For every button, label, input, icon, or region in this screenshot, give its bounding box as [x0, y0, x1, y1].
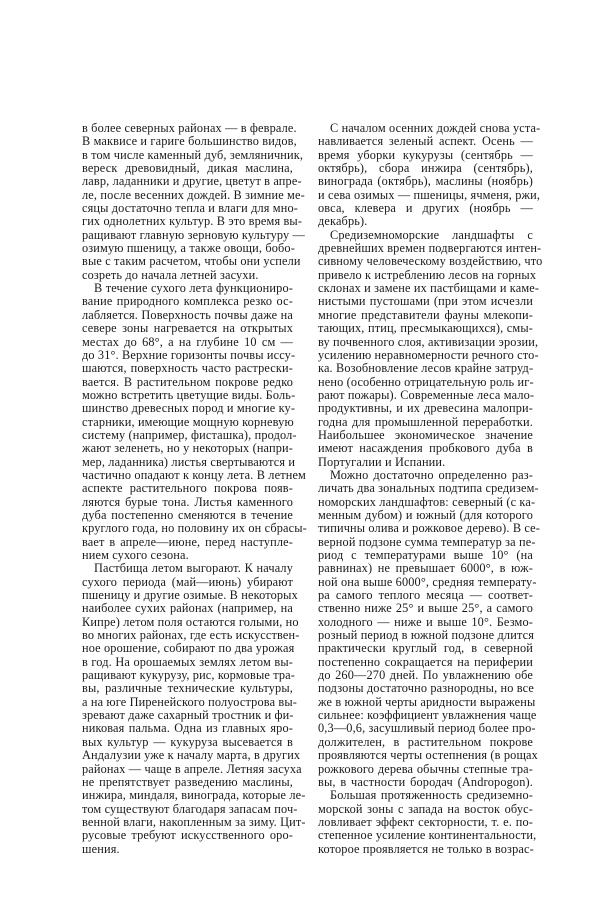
text-line: ственно ниже 25° и выше 25°, а самого [318, 601, 533, 616]
text-line: том существуют благодаря запасам поч- [82, 801, 298, 816]
text-line: ву почвенного слоя, активизации эрозии, [318, 334, 539, 349]
text-line: равнинах) не превышает 6000°, в юж- [318, 561, 533, 576]
text-line: до 31°. Верхние горизонты почвы иссу- [82, 347, 296, 362]
text-line: Португалии и Испании. [318, 454, 446, 469]
text-line: нистыми пустошами (при этом исчезли [318, 294, 533, 309]
paragraph [82, 561, 306, 856]
text-line: зревают даже сахарный тростник и фи- [82, 708, 294, 723]
text-line: шинство древесных пород и многие ку- [82, 401, 296, 416]
paragraph [82, 121, 305, 282]
text-line: ле, после весенних дождей. В зимние ме- [82, 187, 305, 202]
text-line: усилению неравномерности речного сто- [318, 347, 539, 362]
text-line: Большая протяженность средиземно- [330, 788, 533, 803]
text-line: риод с температурами выше 10° (на [318, 548, 533, 562]
text-line: ра самого теплого месяца — соответ- [318, 588, 533, 603]
text-line: венной влаги, накопленным за зиму. Цит- [82, 814, 306, 829]
text-line: проявляются черты остепнения (в рощах [318, 748, 538, 763]
text-line: пшеницу и другие озимые. В некоторых [82, 588, 298, 603]
text-line: нено (особенно отрицательную роль иг- [318, 374, 534, 389]
paragraph [318, 467, 541, 789]
text-line: Андалузии уже к началу марта, в других [82, 748, 301, 763]
text-line: сухого периода (май—июнь) убирают [82, 574, 293, 589]
text-line: гих однолетних культур. В это время вы- [82, 214, 303, 229]
text-line: нием сухого сезона. [82, 548, 189, 562]
text-line: Наибольшее экономическое значение [318, 427, 533, 442]
paragraph [318, 121, 541, 229]
left-text-column [82, 121, 307, 856]
text-line: В течение сухого лета функциониро- [94, 281, 293, 296]
text-line: вые с таким расчетом, чтобы они успели [82, 254, 301, 269]
text-line: никовая пальма. Одна из главных яро- [82, 721, 293, 736]
text-line: сивному человеческому воздействию, что [318, 254, 543, 269]
text-line: русовые требуют искусственного оро- [82, 828, 293, 843]
text-line: сяцы достаточно тепла и влаги для мно- [82, 201, 298, 216]
text-line: в год. На орошаемых землях летом вы- [82, 654, 293, 669]
text-line: не препятствует разведению маслины, [82, 774, 293, 789]
text-line: ка. Возобновление лесов крайне затруд- [318, 361, 534, 376]
text-line: вает в апреле—июне, перед наступле- [82, 534, 293, 549]
text-line: в том числе каменный дуб, земляничник, [82, 147, 304, 162]
text-line: личать два зональных подтипа средизем- [318, 481, 539, 496]
text-line: винограда (октябрь), маслины (ноябрь) [318, 174, 533, 189]
text-line: рожкового дерева обычны степные тра- [318, 761, 533, 776]
text-line: практически круглый год, в северной [318, 641, 533, 656]
text-line: вы, различные технические культуры, [82, 681, 293, 696]
text-line: круглого года, но половину их он сбрасы- [82, 521, 307, 536]
text-line: должителен, в растительном покрове [318, 734, 533, 749]
text-line: Можно достаточно определенно раз- [330, 467, 533, 482]
right-text-column [318, 121, 543, 856]
text-line: ной она выше 6000°, средняя температу- [318, 574, 537, 589]
text-line: Средиземноморские ландшафты с [330, 227, 533, 242]
text-line: степенное усиление континентальности, [318, 828, 537, 843]
paragraph [318, 227, 543, 469]
text-line: верной подзоне сумма температур за пе- [318, 534, 536, 549]
text-line: ращивают кукурузу, рис, кормовые тра- [82, 668, 296, 683]
text-line: навливается зеленый аспект. Осень — [318, 134, 533, 149]
text-line: в более северных районах — в феврале. [82, 121, 297, 135]
text-line: жают зеленеть, но у некоторых (напри- [82, 441, 293, 456]
text-line: продуктивны, и их древесина малопри- [318, 401, 533, 416]
text-line: холодного — ниже и выше 10°. Безмо- [318, 614, 533, 629]
text-line: шаются, поверхность часто растрески- [82, 361, 293, 376]
text-line: и сева озимых — пшеницы, ячменя, ржи, [318, 187, 541, 202]
text-line: озимую пшеницу, а также овощи, бобо- [82, 241, 295, 256]
text-line: вых культур — кукуруза высевается в [82, 734, 293, 749]
text-line: древнейших времен подвергаются интен- [318, 241, 542, 256]
text-line: С началом осенних дождей снова уста- [330, 121, 541, 135]
text-line: вы, в частности бородач (Andropogon). [318, 774, 533, 789]
text-line: инжира, миндаля, винограда, которые ле- [82, 788, 306, 803]
text-line: Кипре) летом поля остаются голыми, но [82, 614, 299, 629]
text-line: розный период в южной подзоне длится [318, 628, 535, 643]
text-line: во многих районах, где есть искусствен- [82, 628, 300, 643]
text-line: частично опадают к концу лета. В летнем [82, 467, 306, 482]
text-line: местах до 68°, а на глубине 10 см — [82, 334, 293, 349]
text-line: морской зоны с запада на восток обус- [318, 801, 533, 816]
text-line: наиболее сухих районах (например, на [82, 601, 293, 616]
text-line: можно встретить цветущие виды. Боль- [82, 387, 296, 402]
text-line: рают пожары). Современные леса мало- [318, 387, 535, 402]
text-line: ное орошение, собирают по два урожая [82, 641, 295, 656]
text-line: вереск древовидный, дикая маслина, [82, 161, 293, 176]
text-line: годна для промышленной переработки. [318, 414, 533, 429]
text-line: склонах и замене их пастбищами и каме- [318, 281, 540, 296]
text-line: менным дубом) и южный (для которого [318, 507, 533, 522]
text-line: типичны олива и рожковое дерево). В се- [318, 521, 541, 536]
text-line: районах — чаще в апреле. Летняя засуха [82, 761, 302, 776]
text-line: созреть до начала летней засухи. [82, 267, 259, 282]
text-line: время уборки кукурузы (сентябрь — [318, 147, 533, 162]
text-line: 0,3—0,6, засушливый период более про- [318, 721, 536, 736]
text-line: систему (например, фисташка), продол- [82, 427, 297, 442]
text-line: октябрь), сбора инжира (сентябрь), [318, 161, 533, 176]
text-line: В маквисе и гариге большинство видов, [82, 134, 297, 149]
text-line: которое проявляется не только в возрас- [318, 841, 534, 856]
text-line: привело к истреблению лесов на горных [318, 267, 537, 282]
text-line: ловливает эффект секторности, т. е. по- [318, 814, 533, 829]
text-line: тающих, птиц, пресмыкающихся), смы- [318, 321, 533, 336]
text-line: ляются бурые тона. Листья каменного [82, 494, 293, 509]
text-line: вается. В растительном покрове редко [82, 374, 293, 389]
text-line: лавр, ладанники и другие, цветут в апре- [82, 174, 302, 189]
text-line: же в южной черты аридности выражены [318, 694, 536, 709]
text-line: сильнее: коэффициент увлажнения чаще [318, 708, 537, 723]
text-line: многие представители фауны млекопи- [318, 307, 533, 322]
text-line: аспекте растительного покрова появ- [82, 481, 293, 496]
text-line: имеют насаждения пробкового дуба в [318, 441, 533, 456]
text-line: до 260—270 дней. По увлажнению обе [318, 668, 533, 683]
text-line: вание природного комплекса резко ос- [82, 294, 293, 309]
text-line: севере зоны нагревается на открытых [82, 321, 293, 336]
text-line: номорских ландшафтов: северный (с ка- [318, 494, 536, 509]
text-line: декабрь). [318, 214, 368, 229]
text-line: старники, имеющие мощную корневую [82, 414, 294, 429]
paragraph [82, 281, 307, 562]
text-line: а на юге Пиренейского полуострова вы- [82, 694, 298, 709]
text-line: мер, ладанника) листья свертываются и [82, 454, 296, 469]
paragraph [318, 788, 537, 856]
text-line: постепенно сокращается на периферии [318, 654, 533, 669]
text-line: дуба постепенно сменяются в течение [82, 507, 293, 522]
text-line: лабляется. Поверхность почвы даже на [82, 307, 293, 322]
text-line: ращивают главную зерновую культуру — [82, 227, 305, 242]
text-line: овса, клевера и других (ноябрь — [318, 201, 533, 216]
text-line: Пастбища летом выгорают. К началу [94, 561, 293, 576]
text-line: подзоны достаточно разнородны, но все [318, 681, 535, 696]
text-line: шения. [82, 841, 120, 856]
